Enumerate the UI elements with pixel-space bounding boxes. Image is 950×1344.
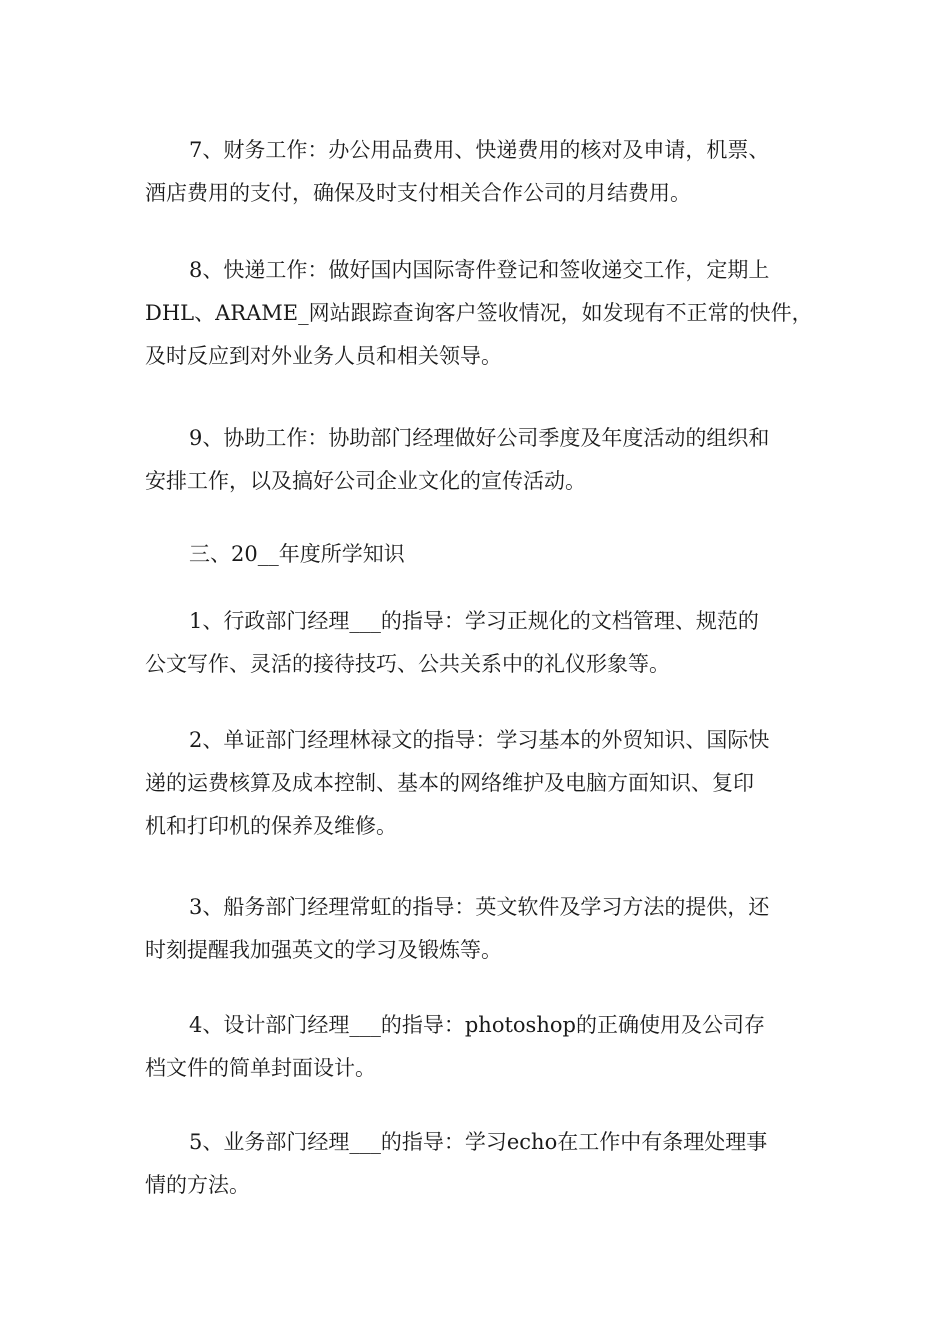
paragraph-line: 2、单证部门经理林禄文的指导：学习基本的外贸知识、国际快	[189, 728, 770, 752]
paragraph-line: 机和打印机的保养及维修。	[145, 814, 397, 838]
paragraph-finance-work	[145, 129, 805, 215]
paragraph-assist-work	[145, 417, 805, 503]
paragraph-line: 公文写作、灵活的接待技巧、公共关系中的礼仪形象等。	[145, 652, 670, 676]
paragraph-business-guidance	[145, 1121, 805, 1207]
paragraph-line: 8、快递工作：做好国内国际寄件登记和签收递交工作，定期上	[189, 258, 770, 282]
section-heading-line: 三、20__年度所学知识	[189, 542, 405, 566]
paragraph-line: 5、业务部门经理___的指导：学习echo在工作中有条理处理事	[189, 1130, 768, 1154]
paragraph-line: 情的方法。	[145, 1173, 250, 1197]
paragraph-express-work	[145, 249, 813, 378]
paragraph-line: 递的运费核算及成本控制、基本的网络维护及电脑方面知识、复印	[145, 771, 754, 795]
paragraph-line: 4、设计部门经理___的指导：photoshop的正确使用及公司存	[189, 1013, 765, 1037]
paragraph-line: 安排工作，以及搞好公司企业文化的宣传活动。	[145, 469, 586, 493]
paragraph-admin-guidance	[145, 600, 805, 686]
paragraph-line: 3、船务部门经理常虹的指导：英文软件及学习方法的提供，还	[189, 895, 770, 919]
paragraph-line: 7、财务工作：办公用品费用、快递费用的核对及申请，机票、	[189, 138, 770, 162]
paragraph-line: 酒店费用的支付，确保及时支付相关合作公司的月结费用。	[145, 181, 691, 205]
paragraph-line: 及时反应到对外业务人员和相关领导。	[145, 344, 502, 368]
section-heading-knowledge	[145, 533, 805, 576]
paragraph-documents-guidance	[145, 719, 805, 848]
paragraph-line: 1、行政部门经理___的指导：学习正规化的文档管理、规范的	[189, 609, 759, 633]
paragraph-line: 时刻提醒我加强英文的学习及锻炼等。	[145, 938, 502, 962]
paragraph-line: 档文件的简单封面设计。	[145, 1056, 376, 1080]
paragraph-shipping-guidance	[145, 886, 805, 972]
paragraph-design-guidance	[145, 1004, 805, 1090]
paragraph-line: DHL、ARAME_网站跟踪查询客户签收情况，如发现有不正常的快件，	[145, 301, 813, 325]
paragraph-line: 9、协助工作：协助部门经理做好公司季度及年度活动的组织和	[189, 426, 770, 450]
